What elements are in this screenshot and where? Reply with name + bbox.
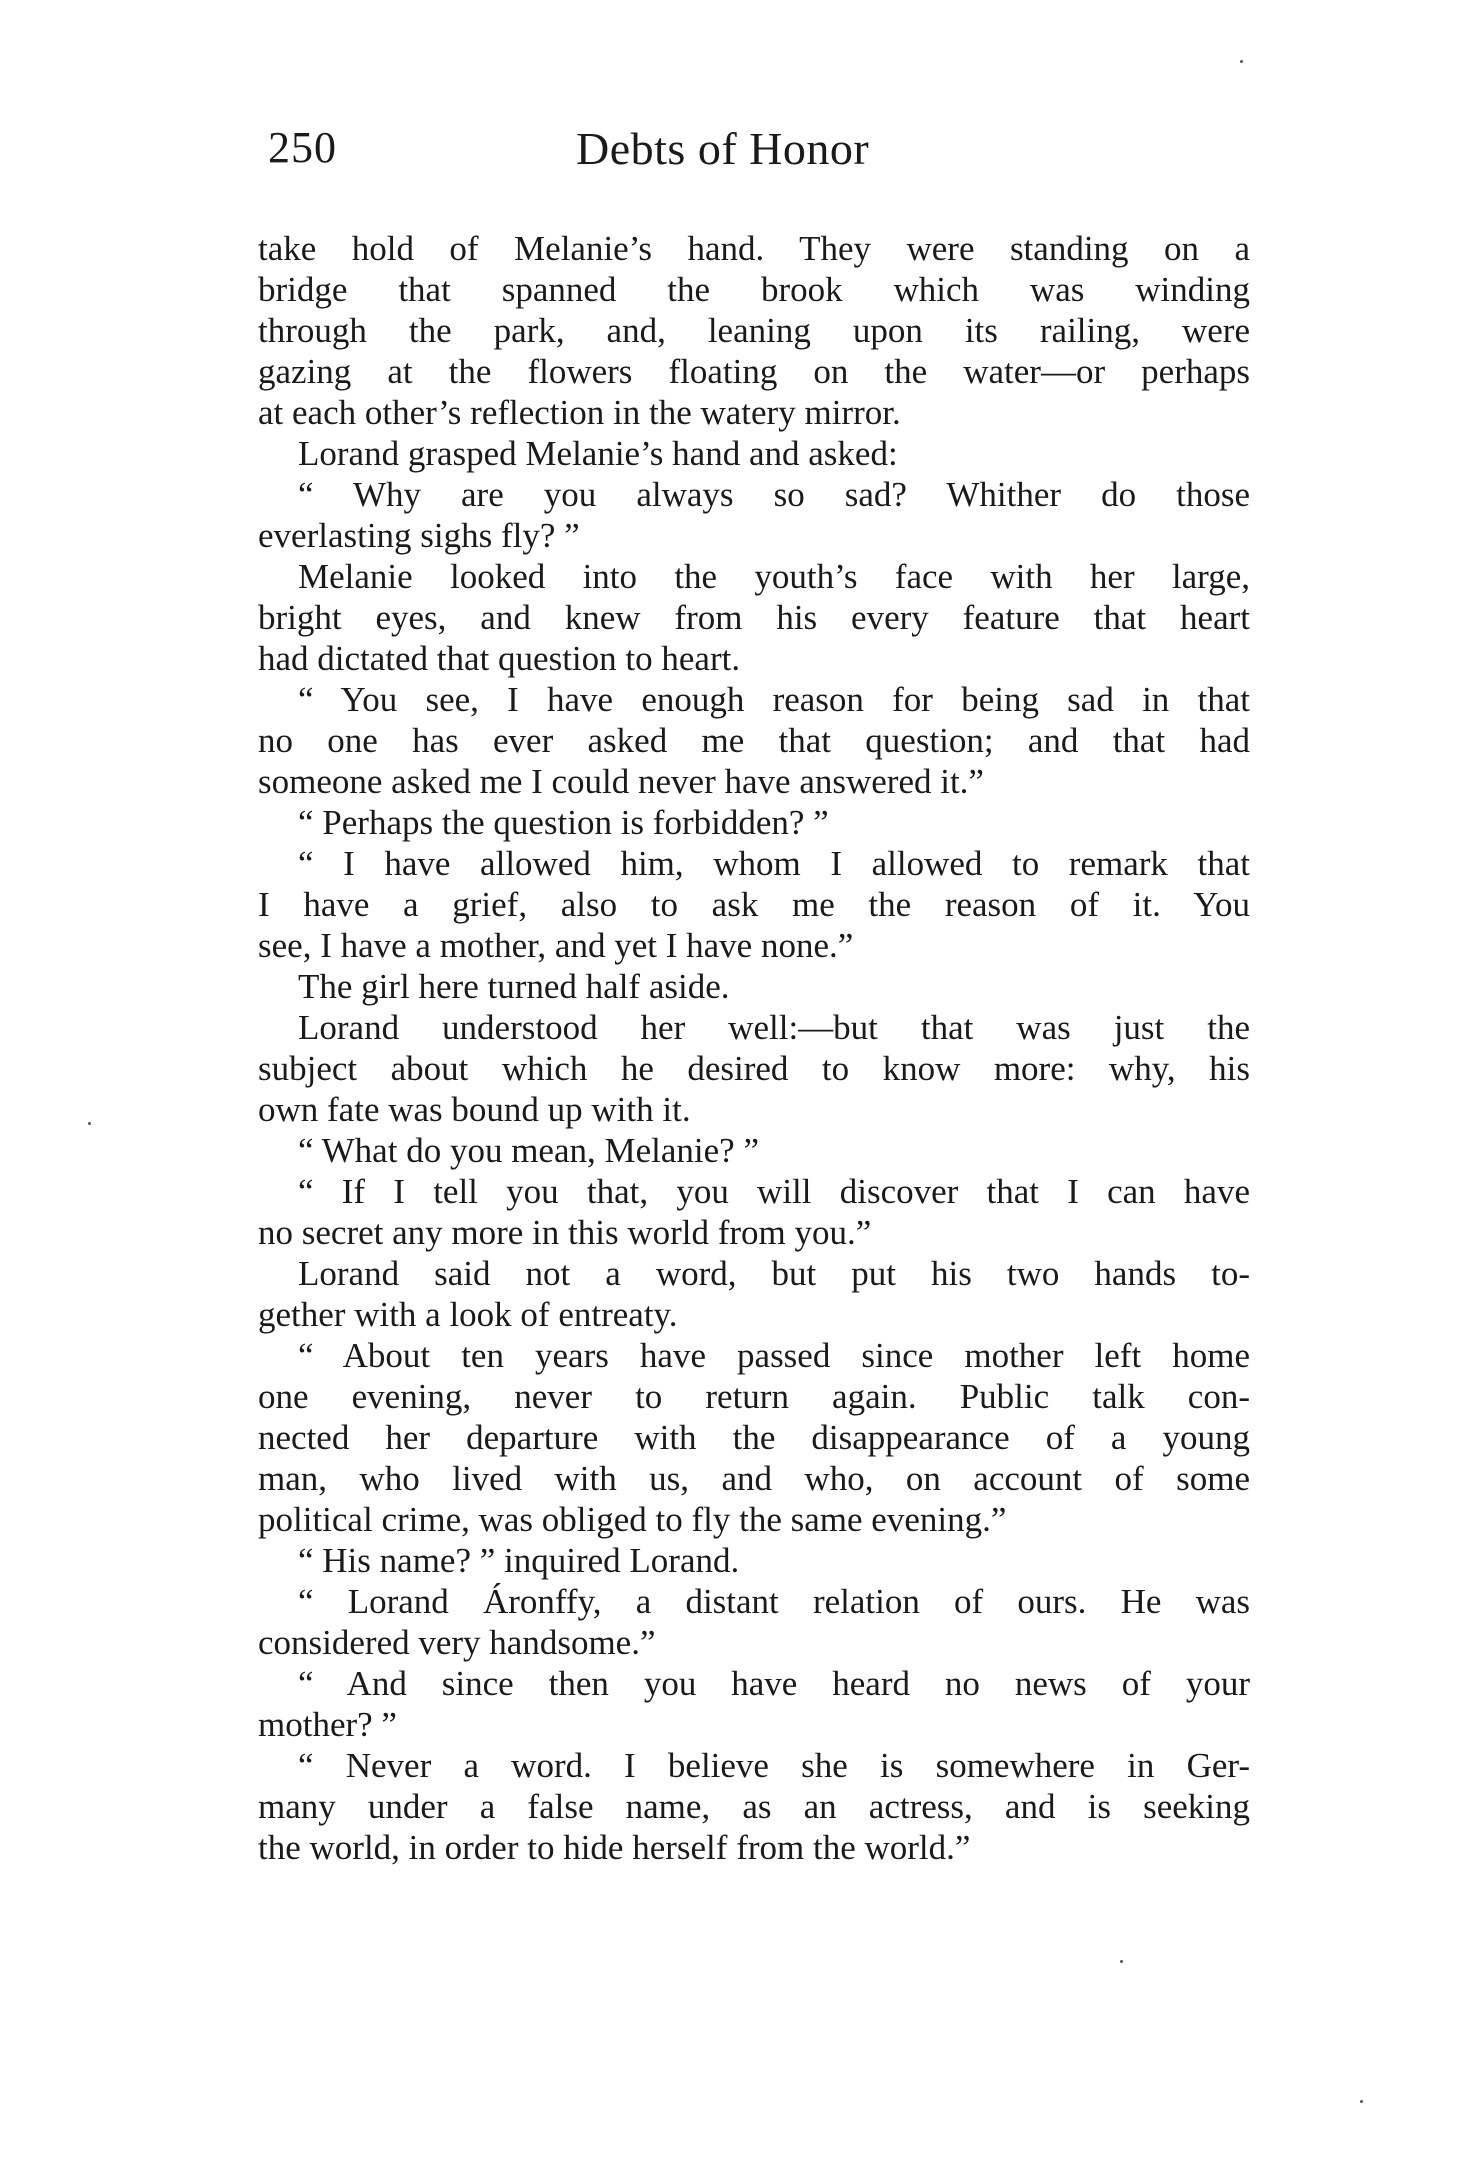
text-line: I have a grief, also to ask me the reason of it. You (258, 885, 1250, 924)
running-title: Debts of Honor (576, 123, 870, 174)
text-line: “ If I tell you that, you will discover that I can have (298, 1172, 1250, 1211)
page-number: 250 (268, 123, 337, 172)
text-line: someone asked me I could never have answered it.” (258, 762, 984, 801)
text-line: the world, in order to hide herself from the world.” (258, 1828, 971, 1867)
text-line: “ I have allowed him, whom I allowed to remark that (298, 844, 1250, 883)
text-line: take hold of Melanie’s hand. They were standing on a (258, 229, 1250, 268)
text-line: Lorand said not a word, but put his two hands to- (298, 1254, 1250, 1293)
text-line: “ What do you mean, Melanie? ” (298, 1131, 759, 1170)
text-line: “ And since then you have heard no news of your (298, 1664, 1250, 1703)
speck (1120, 1960, 1123, 1963)
text-line: “ His name? ” inquired Lorand. (298, 1541, 740, 1580)
text-line: bright eyes, and knew from his every feature that heart (258, 598, 1250, 637)
text-line: nected her departure with the disappearance of a young (258, 1418, 1250, 1457)
text-line: gazing at the flowers floating on the water—or perhaps (258, 352, 1250, 391)
text-line: The girl here turned half aside. (298, 967, 730, 1006)
text-line: “ Why are you always so sad? Whither do those (298, 475, 1250, 514)
text-line: gether with a look of entreaty. (258, 1295, 678, 1334)
text-line: at each other’s reflection in the watery mirror. (258, 393, 901, 432)
text-line: own fate was bound up with it. (258, 1090, 691, 1129)
speck (1240, 60, 1243, 63)
page-header (258, 122, 1258, 182)
text-line: no one has ever asked me that question; and that had (258, 721, 1250, 760)
text-line: Melanie looked into the youth’s face with her large, (298, 557, 1250, 596)
text-line: “ About ten years have passed since mother left home (298, 1336, 1250, 1375)
text-line: Lorand understood her well:—but that was just the (298, 1008, 1250, 1047)
body-text (258, 228, 1250, 1868)
text-line: had dictated that question to heart. (258, 639, 741, 678)
text-line: see, I have a mother, and yet I have none.” (258, 926, 854, 965)
text-line: Lorand grasped Melanie’s hand and asked: (298, 434, 898, 473)
text-line: many under a false name, as an actress, and is seeking (258, 1787, 1250, 1826)
text-line: political crime, was obliged to fly the same evening.” (258, 1500, 1007, 1539)
text-line: considered very handsome.” (258, 1623, 656, 1662)
text-line: everlasting sighs fly? ” (258, 516, 580, 555)
text-line: “ Perhaps the question is forbidden? ” (298, 803, 829, 842)
text-line: mother? ” (258, 1705, 397, 1744)
speck (1360, 2100, 1363, 2103)
text-line: no secret any more in this world from you.” (258, 1213, 872, 1252)
text-line: through the park, and, leaning upon its railing, were (258, 311, 1250, 350)
text-line: subject about which he desired to know more: why, his (258, 1049, 1250, 1088)
speck (88, 1122, 91, 1125)
text-line: man, who lived with us, and who, on account of some (258, 1459, 1250, 1498)
text-line: “ Lorand Áronffy, a distant relation of ours. He was (298, 1582, 1250, 1621)
text-line: “ You see, I have enough reason for being sad in that (298, 680, 1250, 719)
text-line: one evening, never to return again. Public talk con- (258, 1377, 1250, 1416)
text-line: bridge that spanned the brook which was winding (258, 270, 1250, 309)
text-line: “ Never a word. I believe she is somewhere in Ger- (298, 1746, 1250, 1785)
